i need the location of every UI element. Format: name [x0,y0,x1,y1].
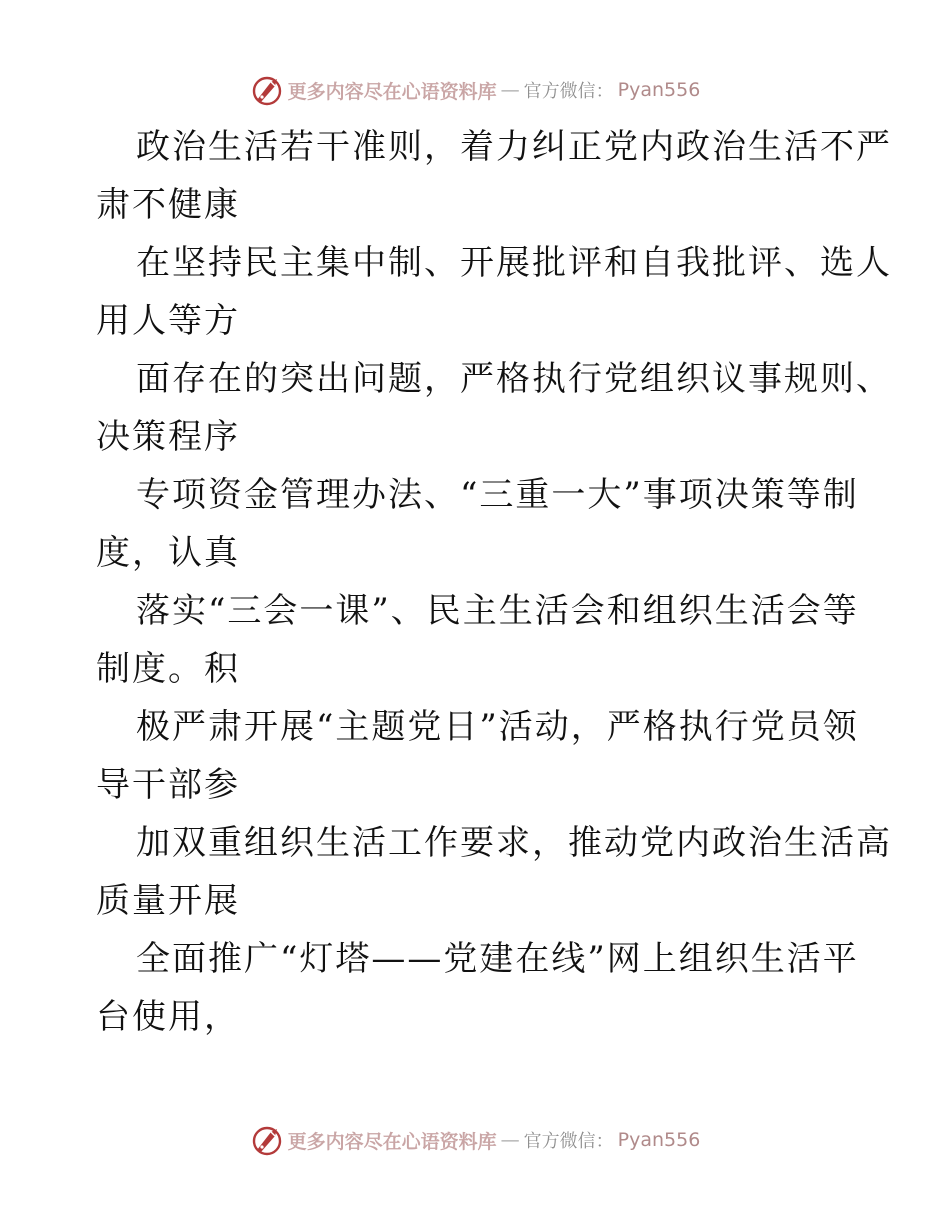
watermark-official: 官方微信： [523,1131,614,1152]
paragraph-line: 落实“三会一课”、民主生活会和组织生活会等 [136,591,859,631]
paragraph-line: 加双重组织生活工作要求，推动党内政治生活高 [136,823,892,863]
pen-nib-logo-icon [250,73,284,107]
paragraph-line: 面存在的突出问题，严格执行党组织议事规则、 [136,359,892,399]
watermark-id: Pyan556 [617,79,701,101]
paragraph [96,466,859,582]
paragraph-line: 政治生活若干准则，着力纠正党内政治生活不严 [136,127,892,167]
watermark-id: Pyan556 [617,1129,701,1151]
watermark-brand: 更多内容尽在心语资料库 [287,80,497,103]
paragraph [96,350,892,466]
paragraph [96,582,859,698]
header-watermark [0,72,950,108]
watermark-official: 官方微信： [523,81,614,102]
paragraph [96,930,859,1046]
pen-nib-logo-icon [250,1123,284,1157]
paragraph-line: 极严肃开展“主题党日”活动，严格执行党员领 [136,707,859,747]
paragraph-line: 制度。积 [96,649,240,689]
paragraph-line: 决策程序 [96,417,240,457]
paragraph-line: 度，认真 [96,533,240,573]
paragraph [96,698,859,814]
paragraph-line: 台使用， [96,997,240,1037]
paragraph [96,234,892,350]
paragraph-line: 肃不健康 [96,185,240,225]
paragraph [96,118,892,234]
paragraph-line: 全面推广“灯塔——党建在线”网上组织生活平 [136,939,859,979]
watermark-brand: 更多内容尽在心语资料库 [287,1130,497,1153]
paragraph-line: 质量开展 [96,881,240,921]
paragraph [96,814,892,930]
paragraph-line: 专项资金管理办法、“三重一大”事项决策等制 [136,475,859,515]
paragraph-line: 导干部参 [96,765,240,805]
paragraph-line: 用人等方 [96,301,240,341]
paragraph-line: 在坚持民主集中制、开展批评和自我批评、选人 [136,243,892,283]
document-body [96,118,892,1046]
footer-watermark [0,1122,950,1158]
watermark-dash: — [500,1129,520,1151]
watermark-dash: — [500,79,520,101]
